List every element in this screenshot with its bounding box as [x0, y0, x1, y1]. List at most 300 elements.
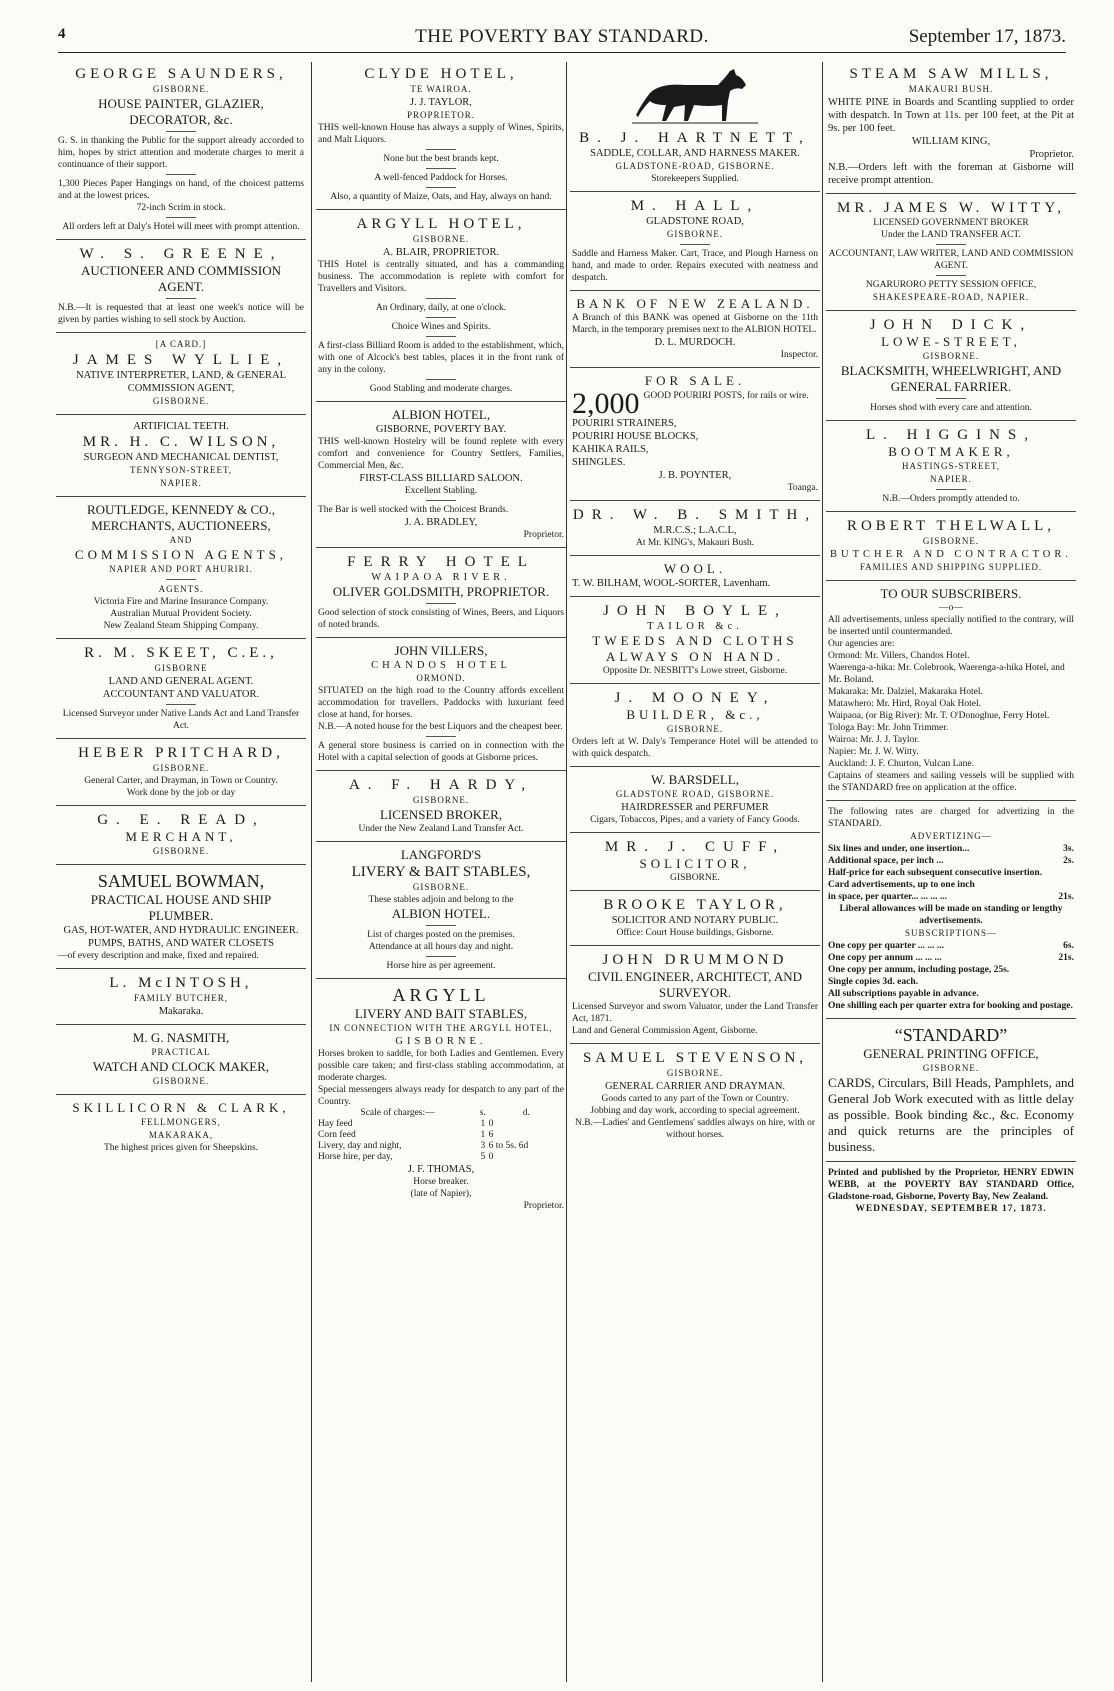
ad-body: Good selection of stock consisting of Wines, Beers, and Liquors of noted brands. — [318, 608, 564, 630]
ad-heading: L. McINTOSH, — [109, 975, 253, 991]
ad-body: TWEEDS AND CLOTHS ALWAYS ON HAND. — [592, 633, 798, 664]
ad-role: Proprietor. — [1029, 149, 1074, 160]
ad-place: At Mr. KING's, Makauri Bush. — [635, 538, 755, 548]
ad-langford — [316, 842, 566, 979]
rate-note: Liberal allowances will be made on standing or lengthy advertisements. — [839, 904, 1063, 926]
ad-trade: GAS, HOT-WATER, AND HYDRAULIC ENGINEER. — [63, 925, 299, 936]
ad-place: MAKAURI BUSH. — [908, 84, 994, 94]
ad-road: SHAKESPEARE-ROAD, NAPIER. — [872, 292, 1030, 302]
ad-trade: FELLMONGERS, — [141, 1117, 221, 1127]
rate-label: One copy per annum ... ... ... — [828, 953, 942, 963]
column-rule — [311, 62, 312, 1682]
ad-role: Horse breaker. — [413, 1177, 469, 1187]
ad-place: GISBORNE. — [670, 873, 720, 883]
ad-body: Horses broken to saddle, for both Ladies and Gentlemen. Every possible care taken; and first-class stabling accommodation, at moderate charges. — [318, 1049, 564, 1083]
ad-heading: BANK OF NEW ZEALAND. — [576, 296, 814, 311]
ad-trade: GENERAL PRINTING OFFICE, — [863, 1046, 1039, 1061]
ad-role: Inspector. — [780, 350, 818, 360]
rate-label: Additional space, per inch ... — [828, 856, 944, 866]
table-header: s. — [479, 1108, 486, 1118]
ad-body: GOOD POURIRI POSTS, for rails or wire. — [643, 391, 809, 401]
table-cell: 0 — [488, 1152, 494, 1162]
list-item: Auckland: J. F. Churton, Vulcan Lane. — [828, 759, 974, 769]
ad-trade: PRACTICAL — [151, 1047, 211, 1057]
table-cell: 3 — [480, 1141, 486, 1151]
ad-higgins — [826, 421, 1076, 512]
ad-body: SITUATED on the high road to the Country affords excellent accommodation for travellers. Paddocks with luxuriant feed close at hand, for horses. — [318, 686, 564, 720]
horse-icon — [630, 65, 760, 127]
ad-thelwall — [826, 512, 1076, 581]
ad-item: POURIRI STRAINERS, — [572, 418, 677, 429]
ad-street: HASTINGS-STREET, — [901, 461, 1001, 471]
ad-trade: PUMPS, BATHS, AND WATER CLOSETS — [88, 938, 274, 949]
ad-heading: STEAM SAW MILLS, — [849, 66, 1053, 82]
ad-body: Licensed Surveyor and sworn Valuator, under the Land Transfer Act, 1871. — [572, 1002, 818, 1024]
ad-place: GISBORNE. — [666, 724, 724, 734]
ad-printing-office — [826, 1019, 1076, 1162]
list-item: Waerenga-a-hika: Mr. Colebrook, Waerenga-a-hika Hotel, and Mr. Boland. — [828, 663, 1065, 685]
ad-heading: R. M. SKEET, C.E., — [84, 645, 278, 661]
ad-heading: DR. W. B. SMITH, — [572, 507, 818, 523]
ad-place: GISBORNE. — [412, 882, 470, 892]
ad-role: (late of Napier), — [410, 1189, 472, 1199]
ad-body: None but the best brands kept. — [383, 154, 499, 164]
column-rule — [566, 62, 567, 1682]
ad-trade: GENERAL CARRIER AND DRAYMAN. — [604, 1081, 786, 1092]
rates-heading: ADVERTIZING— — [910, 831, 992, 841]
column-4 — [826, 60, 1076, 1688]
ad-body: Land and General Commission Agent, Gisborne. — [572, 1026, 758, 1036]
ad-conn: IN CONNECTION WITH THE ARGYLL HOTEL, — [329, 1023, 553, 1033]
ad-place: NAPIER. — [160, 478, 202, 488]
ad-argyll-livery — [316, 979, 566, 1218]
ad-item: KAHIKA RAILS, — [572, 444, 649, 455]
ad-place: GISBORNE. — [152, 846, 210, 856]
ad-wilson — [56, 415, 306, 497]
ad-place: TE WAIROA. — [410, 84, 472, 94]
ad-hardy — [316, 771, 566, 842]
ad-body: THIS well-known Hostelry will be found replete with every comfort and convenience for Country Settlers, Families, Commercial Men, &c. — [318, 437, 564, 471]
ad-body: Also, a quantity of Maize, Oats, and Hay, always on hand. — [330, 192, 552, 202]
ad-heading: ROBERT THELWALL, — [846, 518, 1056, 534]
ad-body: The Bar is well stocked with the Choicest Brands. — [318, 505, 509, 515]
ad-body: A first-class Billiard Room is added to the establishment, which, with one of Alcock's best tables, places it in the front rank of any in the colony. — [318, 341, 564, 375]
ad-body: Special messengers always ready for despatch to any part of the Country. — [318, 1085, 564, 1107]
ad-place: MAKARAKA, — [148, 1130, 214, 1140]
ad-card-label: [A CARD.] — [155, 339, 207, 349]
ad-heading: ARGYLL HOTEL, — [356, 216, 526, 232]
newspaper-title: THE POVERTY BAY STANDARD. — [415, 26, 709, 47]
ad-witty — [826, 194, 1076, 311]
notice-body: Our agencies are: — [828, 639, 895, 649]
ad-trade: ACCOUNTANT, LAW WRITER, LAND AND COMMISSION AGENT. — [828, 249, 1074, 271]
rate-label: in space, per quarter... ... ... ... — [828, 892, 948, 902]
ad-body: An Ordinary, daily, at one o'clock. — [375, 303, 507, 313]
ad-body: Storekeepers Supplied. — [651, 174, 739, 184]
ad-street: TENNYSON-STREET, — [129, 465, 233, 475]
ad-body: Saddle and Harness Maker. Cart, Trace, and Plough Harness on hand, and made to order. Repairs executed with neatness and despatch. — [572, 249, 818, 283]
rate-label: One copy per quarter ... ... ... — [828, 941, 945, 951]
ad-place: GISBORNE. — [395, 1036, 487, 1047]
ad-heading: JOHN BOYLE, — [603, 603, 787, 619]
ad-road: GLADSTONE-ROAD, GISBORNE. — [615, 161, 775, 171]
ad-body: Cigars, Tobaccos, Pipes, and a variety of Fancy Goods. — [590, 815, 800, 825]
ad-heading: WOOL. — [663, 561, 727, 576]
ad-body: THIS well-known House has always a supply of Wines, Spirits, and Malt Liquors. — [318, 123, 564, 145]
column-1 — [56, 60, 306, 1688]
ad-pritchard — [56, 739, 306, 806]
rate-row — [828, 843, 1074, 855]
list-item: Tologa Bay: Mr. John Trimmer. — [828, 723, 949, 733]
ad-heading: MR. H. C. WILSON, — [82, 434, 280, 450]
masthead — [58, 24, 1066, 53]
ad-office: Office: Court House buildings, Gisborne. — [616, 928, 774, 938]
ad-place: GISBORNE. — [922, 1063, 980, 1073]
ad-body: WHITE PINE in Boards and Scantling supplied to order with despatch. In Town at 11s. per 100 feet, at the Pit at 9s. per 100 feet. — [828, 97, 1074, 134]
ad-heading: SAMUEL STEVENSON, — [582, 1050, 808, 1066]
ad-place: ORMOND. — [416, 673, 466, 683]
ad-number: 2,000 — [572, 389, 640, 417]
ad-body: N.B.—Ladies' and Gentlemens' saddles always on hire, with or without horses. — [574, 1118, 816, 1140]
ad-body: N.B.—Orders promptly attended to. — [882, 494, 1020, 504]
ad-place: GISBORNE. — [666, 1068, 724, 1078]
ad-hall — [570, 192, 820, 291]
table-header: Scale of charges:— — [360, 1108, 435, 1118]
ad-trade: WATCH AND CLOCK MAKER, — [92, 1059, 270, 1074]
ad-trade: SOLICITOR AND NOTARY PUBLIC. — [611, 915, 779, 926]
table-cell: 6 — [488, 1130, 494, 1140]
ad-skeet — [56, 639, 306, 739]
ad-and: AND — [169, 535, 193, 545]
ad-for-sale — [570, 368, 820, 501]
table-row — [318, 1130, 564, 1141]
ad-body: Work done by the job or day — [126, 788, 236, 798]
ad-role: PROPRIETOR. — [406, 110, 476, 120]
ad-heading: G. E. READ, — [97, 812, 265, 828]
ad-body: Jobbing and day work, according to special agreement. — [590, 1106, 800, 1116]
ad-body: THIS Hotel is centrally situated, and has a commanding business. The accommodation is replete with comfort for Travellers and Visitors. — [318, 260, 564, 294]
ad-heading: FOR SALE. — [644, 373, 746, 388]
table-cell: 1 — [480, 1119, 486, 1129]
ad-body: Under the New Zealand Land Transfer Act. — [358, 824, 524, 834]
ad-wyllie — [56, 333, 306, 415]
ad-heading: J. MOONEY, — [614, 690, 776, 706]
ad-body: N.B.—A noted house for the best Liquors and the cheapest beer. — [318, 722, 563, 732]
ad-agent: Australian Mutual Provident Society. — [110, 609, 252, 619]
ad-trade: MERCHANTS, AUCTIONEERS, — [91, 518, 271, 533]
rate-value: 21s. — [1058, 892, 1074, 902]
ad-heading: JOHN DRUMMOND — [602, 952, 788, 968]
table-cell: 5 — [480, 1152, 486, 1162]
ad-body: N.B.—It is requested that at least one week's notice will be given by parties wishing to sell stock by Auction. — [58, 303, 304, 325]
ad-heading: M. G. NASMITH, — [132, 1030, 230, 1045]
imprint — [826, 1162, 1076, 1221]
imprint-body: Printed and published by the Proprietor, HENRY EDWIN WEBB, at the POVERTY BAY STANDARD Office, Gladstone-road, Gisborne, Poverty Bay, New Zealand. — [828, 1168, 1074, 1202]
ad-trade: LIVERY & BAIT STABLES, — [351, 864, 531, 880]
table-row — [318, 1119, 564, 1130]
ad-place: GISBORNE. — [152, 763, 210, 773]
ad-place: GISBORNE — [154, 663, 208, 673]
ad-place: GISBORNE. — [412, 795, 470, 805]
ad-body: Attendance at all hours day and night. — [368, 942, 514, 952]
ad-body: Horse hire as per agreement. — [386, 961, 496, 971]
ad-trade: BLACKSMITH, WHEELWRIGHT, AND GENERAL FARRIER. — [840, 363, 1062, 394]
ad-heading: L. HIGGINS, — [865, 427, 1037, 443]
ad-role: Proprietor. — [523, 530, 564, 540]
ad-heading: HEBER PRITCHARD, — [78, 745, 284, 761]
column-rule — [822, 62, 823, 1682]
ad-body: 1,300 Pieces Paper Hangings on hand, of the choicest patterns and at the lowest prices. — [58, 179, 304, 201]
rates-heading: SUBSCRIPTIONS— — [904, 928, 998, 938]
ad-line — [572, 389, 818, 417]
ad-brooke-taylor — [570, 891, 820, 946]
column-3 — [570, 60, 820, 1688]
ad-trade: FAMILY BUTCHER, — [133, 993, 229, 1003]
ad-agent: New Zealand Steam Shipping Company. — [103, 621, 259, 631]
ad-body: Horses shod with every care and attention. — [870, 403, 1032, 413]
table-cell: Corn feed — [318, 1130, 356, 1140]
ad-owner: J. F. THOMAS, — [407, 1164, 475, 1175]
table-header: d. — [522, 1108, 530, 1118]
notice-mark: —o— — [939, 603, 963, 613]
ad-owner: WILLIAM KING, — [911, 136, 991, 147]
ad-body: 72-inch Scrim in stock. — [136, 203, 226, 213]
list-item: Waipaoa, (or Big River): Mr. T. O'Donoghue, Ferry Hotel. — [828, 711, 1050, 721]
ad-trade: BUTCHER AND CONTRACTOR. — [829, 549, 1073, 560]
ad-heading: FERRY HOTEL — [347, 554, 535, 570]
ad-heading: A. F. HARDY, — [348, 777, 534, 793]
ad-owner: J. B. POYNTER, — [658, 470, 732, 481]
ad-road: GLADSTONE ROAD, — [646, 216, 744, 227]
ad-place: NAPIER AND PORT AHURIRI. — [109, 564, 253, 574]
list-item: Wairoa: Mr. J. J. Taylor. — [828, 735, 920, 745]
ad-mcintosh — [56, 969, 306, 1025]
ad-saunders — [56, 60, 306, 240]
ad-heading: MR. JAMES W. WITTY, — [837, 200, 1065, 216]
rate-value: 3s. — [1063, 844, 1074, 854]
ad-heading: M. HALL, — [630, 198, 760, 214]
ad-mooney — [570, 684, 820, 767]
ad-trade: HOUSE PAINTER, GLAZIER, DECORATOR, &c. — [98, 96, 264, 127]
ad-agent: Victoria Fire and Marine Insurance Company. — [93, 597, 269, 607]
ad-heading: B. J. HARTNETT, — [579, 130, 811, 146]
ad-trade: LICENSED GOVERNMENT BROKER — [873, 218, 1029, 228]
ad-barsdell — [570, 767, 820, 833]
ad-body: List of charges posted on the premises. — [367, 930, 515, 940]
ad-trade: PRACTICAL HOUSE AND SHIP PLUMBER. — [90, 892, 272, 923]
ad-heading: MR. J. CUFF, — [604, 839, 786, 855]
ad-body: N.B.—Orders left with the foreman at Gisborne will receive prompt attention. — [828, 162, 1074, 186]
ad-heading: W. S. GREENE, — [79, 246, 283, 262]
ad-drummond — [570, 946, 820, 1044]
ad-heading: JOHN DICK, — [869, 317, 1033, 333]
ad-heading: W. BARSDELL, — [651, 772, 739, 787]
issue-date: September 17, 1873. — [908, 26, 1066, 47]
rate-note: Card advertisements, up to one inch — [828, 880, 975, 890]
rate-row — [828, 891, 1074, 903]
ad-villers — [316, 638, 566, 771]
ad-trade: HAIRDRESSER and PERFUMER — [621, 802, 769, 813]
ad-role: Proprietor. — [523, 1201, 564, 1211]
rate-note: All subscriptions payable in advance. — [828, 989, 979, 999]
rate-value: 2s. — [1063, 856, 1074, 866]
ad-heading: “STANDARD” — [894, 1025, 1008, 1045]
ad-hotel: ALBION HOTEL. — [391, 906, 491, 921]
ad-item: SHINGLES. — [572, 457, 626, 468]
ad-body: A Branch of this BANK was opened at Gisborne on the 11th March, in the temporary premises next to the ALBION HOTEL. — [572, 313, 818, 335]
ad-heading: GEORGE SAUNDERS, — [75, 66, 287, 82]
ad-greene — [56, 240, 306, 333]
ad-act: Under the LAND TRANSFER ACT. — [881, 230, 1021, 240]
ad-routledge — [56, 497, 306, 639]
ad-read — [56, 806, 306, 865]
ad-subhead: ARTIFICIAL TEETH. — [133, 421, 229, 432]
ad-skillicorn — [56, 1095, 306, 1160]
ad-heading: ARGYLL — [392, 985, 490, 1005]
ad-trade: SADDLE, COLLAR, AND HARNESS MAKER. — [590, 148, 800, 159]
ad-body: FAMILIES AND SHIPPING SUPPLIED. — [859, 562, 1043, 572]
ad-heading: ALBION HOTEL, — [391, 407, 491, 422]
rate-label: Six lines and under, one insertion... — [828, 844, 970, 854]
rate-note: One shilling each per quarter extra for booking and postage. — [828, 1001, 1073, 1011]
table-row — [318, 1141, 564, 1152]
list-item: Matawhero: Mr. Hird, Royal Oak Hotel. — [828, 699, 982, 709]
notice-subscribers — [826, 581, 1076, 801]
ad-place: GISBORNE. — [412, 234, 470, 244]
ad-body: The highest prices given for Sheepskins. — [103, 1143, 259, 1153]
ad-body: G. S. in thanking the Public for the support already accorded to him, hopes by strict attention and moderate charges to merit a continuance of their support. — [58, 136, 304, 170]
table-cell: 1 — [480, 1130, 486, 1140]
ad-trade: SOLICITOR, — [639, 856, 751, 871]
rate-note: One copy per annum, including postage, 25s. — [828, 965, 1010, 975]
ad-trade: CIVIL ENGINEER, ARCHITECT, AND SURVEYOR. — [587, 969, 803, 1000]
ad-nasmith — [56, 1025, 306, 1095]
ad-body: Goods carted to any part of the Town or Country. — [601, 1094, 789, 1104]
ad-place: GISBORNE. — [922, 536, 980, 546]
imprint-date: WEDNESDAY, SEPTEMBER 17, 1873. — [855, 1204, 1047, 1214]
ad-body: All orders left at Daly's Hotel will meet with prompt attention. — [62, 222, 300, 232]
ad-place: Makaraka. — [158, 1006, 204, 1017]
ad-office: NGARURORO PETTY SESSION OFFICE, — [865, 280, 1037, 290]
ad-place: GISBORNE, POVERTY BAY. — [375, 424, 507, 435]
ad-body: General Carter, and Drayman, in Town or Country. — [84, 776, 278, 786]
ad-place: WAIPAOA RIVER. — [371, 572, 511, 583]
ad-heading: CLYDE HOTEL, — [364, 66, 518, 82]
ad-trade: BUILDER, &c., — [626, 707, 764, 722]
ad-body: Orders left at W. Daly's Temperance Hotel will be attended to with quick despatch. — [572, 737, 818, 759]
rate-row — [828, 940, 1074, 952]
ad-clyde-hotel — [316, 60, 566, 210]
ad-body: Choice Wines and Spirits. — [391, 322, 491, 332]
scale-of-charges-table — [318, 1108, 564, 1163]
ad-heading: SKILLICORN & CLARK, — [72, 1100, 290, 1115]
list-item: Napier: Mr. J. W. Witty. — [828, 747, 919, 757]
ad-trade: LICENSED BROKER, — [379, 807, 503, 822]
table-cell: Horse hire, per day, — [318, 1152, 393, 1162]
rate-value: 21s. — [1058, 953, 1074, 963]
rate-row — [828, 952, 1074, 964]
ad-body: CARDS, Circulars, Bill Heads, Pamphlets, and General Job Work executed with as little delay as possible. Book binding &c., &c. Economy and quick returns are the principles of business. — [828, 1075, 1074, 1154]
ad-trade: ACCOUNTANT AND VALUATOR. — [102, 689, 260, 700]
ad-body: Licensed Surveyor under Native Lands Act and Land Transfer Act. — [62, 709, 300, 731]
ad-place: NAPIER. — [930, 474, 972, 484]
ad-heading: LANGFORD'S — [400, 847, 482, 862]
ad-body: A general store business is carried on in connection with the Hotel with a capital selection of goods at Gisborne prices. — [318, 741, 564, 763]
ad-heading: BROOKE TAYLOR, — [603, 897, 787, 913]
ad-hartnett — [570, 60, 820, 192]
ad-bank — [570, 291, 820, 368]
ad-quals: M.R.C.S.; L.A.C.L, — [653, 525, 737, 536]
ad-place: Opposite Dr. NESBITT's Lowe street, Gisborne. — [602, 666, 788, 676]
ad-body: Good Stabling and moderate charges. — [369, 384, 513, 394]
ad-trade: LAND AND GENERAL AGENT. — [108, 676, 254, 687]
table-cell: Livery, day and night, — [318, 1141, 402, 1151]
ad-argyll-hotel — [316, 210, 566, 402]
ad-trade: COMMISSION AGENTS, — [74, 547, 288, 562]
ad-wool — [570, 556, 820, 597]
ad-dick — [826, 311, 1076, 421]
ad-boyle — [570, 597, 820, 684]
notice-body: All advertisements, unless specially notified to the contrary, will be inserted until countermanded. — [828, 615, 1074, 637]
rate-note: Half-price for each subsequent consecutive insertion. — [828, 868, 1043, 878]
ad-place: GISBORNE. — [922, 351, 980, 361]
ad-trade: AUCTIONEER AND COMMISSION AGENT. — [80, 263, 282, 294]
ad-heading: SAMUEL BOWMAN, — [97, 871, 265, 891]
ad-ferry-hotel — [316, 548, 566, 638]
notice-body: Captains of steamers and sailing vessels will be supplied with the STANDARD free on application at the office. — [828, 771, 1074, 793]
ad-bowman — [56, 865, 306, 969]
ad-road: GLADSTONE ROAD, GISBORNE. — [615, 789, 775, 799]
notice-heading: TO OUR SUBSCRIBERS. — [880, 586, 1022, 601]
ad-body: Excellent Stabling. — [404, 486, 478, 496]
ad-place: GISBORNE. — [666, 229, 724, 239]
ad-heading: ROUTLEDGE, KENNEDY & CO., — [87, 502, 275, 517]
ad-body: A well-fenced Paddock for Horses. — [374, 173, 508, 183]
list-item: Makaraka: Mr. Dalziel, Makaraka Hotel. — [828, 687, 983, 697]
ad-owner: J. A. BRADLEY, — [404, 517, 478, 528]
notice-rates — [826, 801, 1076, 1019]
ad-trade: BOOTMAKER, — [888, 444, 1014, 459]
rate-note: Single copies 3d. each. — [828, 977, 918, 987]
ad-smith — [570, 501, 820, 556]
ad-body: These stables adjoin and belong to the — [368, 895, 514, 905]
ad-place: GISBORNE. — [152, 1076, 210, 1086]
ad-trade: MERCHANT, — [125, 829, 237, 844]
ad-hotel: CHANDOS HOTEL — [371, 660, 511, 671]
table-row — [318, 1152, 564, 1163]
ad-trade: LIVERY AND BAIT STABLES, — [354, 1006, 528, 1021]
ad-heading: JOHN VILLERS, — [394, 643, 488, 658]
ad-place: Toanga. — [787, 483, 818, 493]
list-item: Ormond: Mr. Villers, Chandos Hotel. — [828, 651, 970, 661]
table-cell: 0 — [488, 1119, 494, 1129]
ad-subhead: AGENTS. — [158, 584, 204, 594]
ad-stevenson — [570, 1044, 820, 1147]
ad-trade: SURGEON AND MECHANICAL DENTIST, — [83, 452, 279, 463]
ad-albion-hotel — [316, 402, 566, 548]
rate-row — [828, 855, 1074, 867]
page-number: 4 — [58, 26, 66, 42]
rate-value: 6s. — [1063, 941, 1074, 951]
ad-place: GISBORNE. — [152, 84, 210, 94]
table-cell: Hay feed — [318, 1119, 353, 1129]
ad-trade: NATIVE INTERPRETER, LAND, & GENERAL COMMISSION AGENT, — [76, 370, 286, 394]
ad-item: POURIRI HOUSE BLOCKS, — [572, 431, 699, 442]
ad-owner: A. BLAIR, PROPRIETOR. — [382, 247, 500, 258]
column-2 — [316, 60, 566, 1688]
ad-body: T. W. BILHAM, WOOL-SORTER, Lavenham. — [572, 578, 771, 589]
ad-heading: JAMES WYLLIE, — [72, 352, 290, 368]
